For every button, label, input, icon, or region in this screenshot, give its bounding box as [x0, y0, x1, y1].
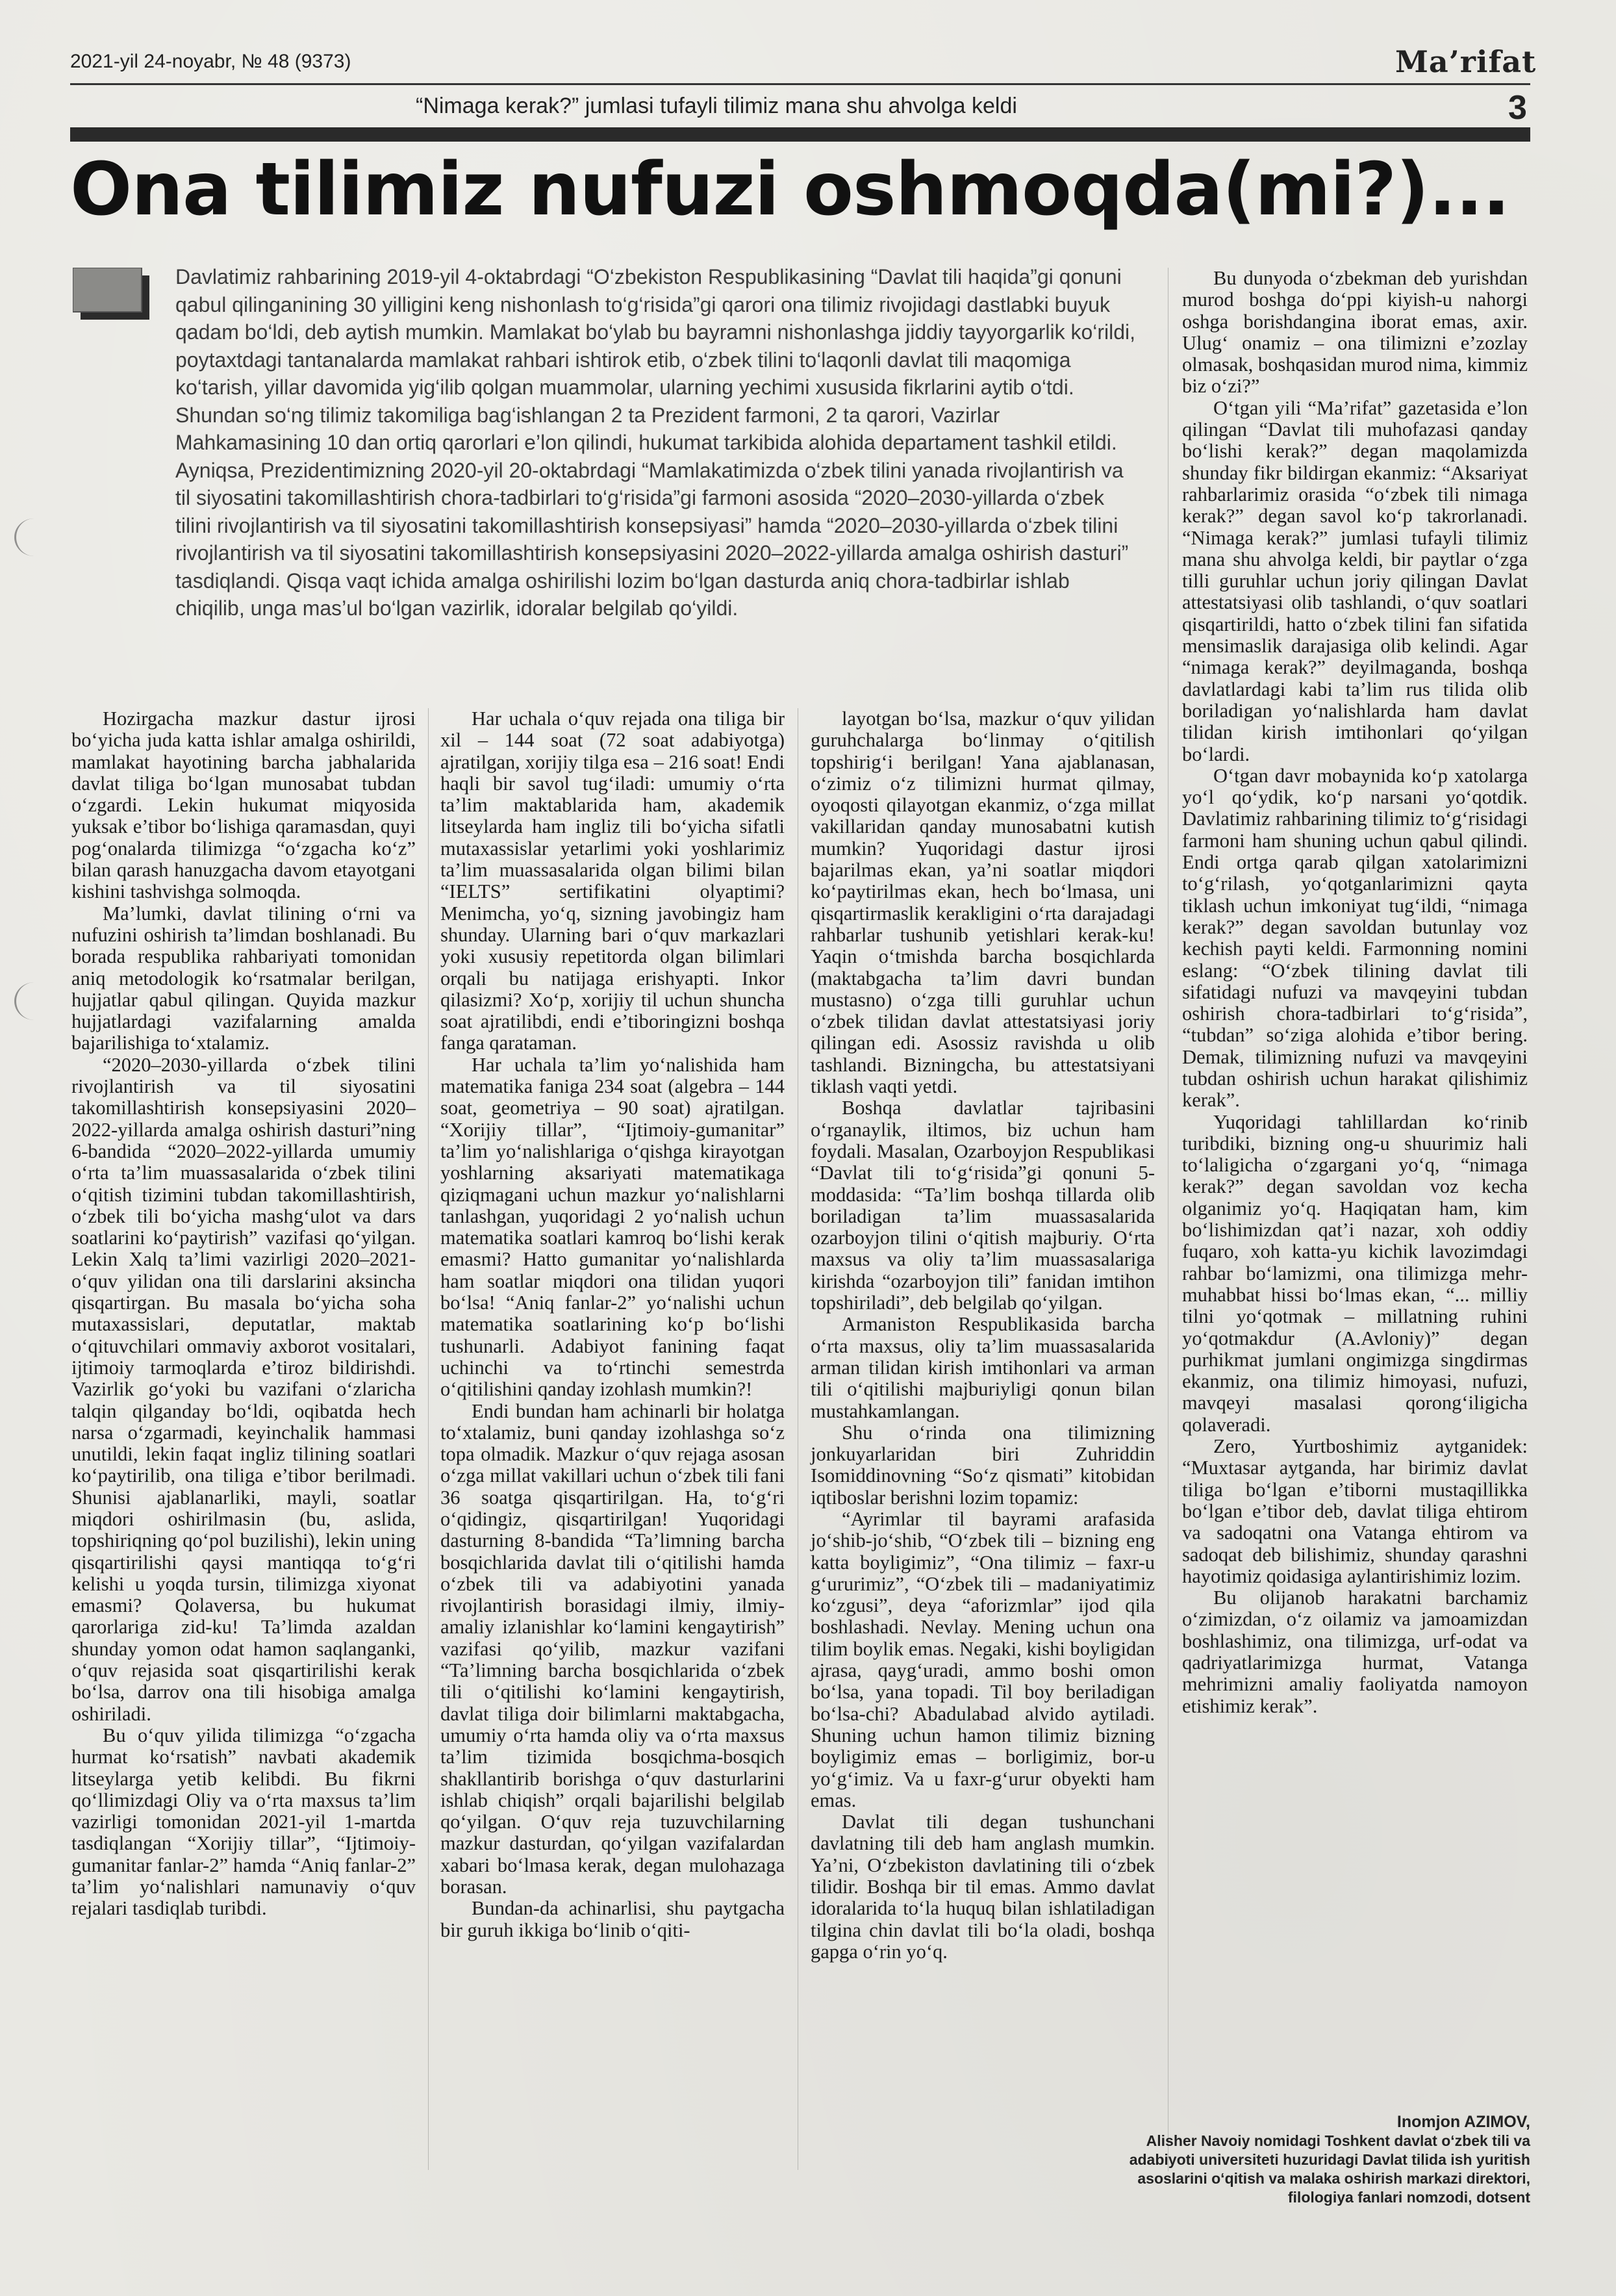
author-affiliation: Alisher Navoiy nomidagi Toshkent davlat o‘zbek tili va adabiyoti universiteti huzuridagi Davlat tilida ish yuritish asoslarini o‘qitish va malaka oshirish markazi direktori, filologiya fanlari nomzodi, dotsent: [1129, 2132, 1530, 2206]
section-marker-icon: [73, 268, 149, 320]
article-paragraph: Zero, Yurtboshimiz aytganidek: “Muxtasar aytganda, har birimiz davlat tiliga bo‘lgan e’tiborni mustaqillikka bo‘lgan e’tibor deb, davlat tiliga ehtirom va sadoqatni ona Vatanga ehtirom va sadoqat deb bilishimiz, shunday qarashni hayotimiz qoidasiga aylantirishimiz lozim.: [1182, 1435, 1528, 1587]
page-number: 3: [1508, 89, 1527, 127]
article-paragraph: O‘tgan davr mobaynida ko‘p xatolarga yo‘l qo‘ydik, ko‘p narsani yo‘qotdik. Davlatimiz rahbarining tilimiz to‘g‘risidagi farmoni ham shuning uchun qabul qilindi. Endi ortga qarab qilgan xatolarimizni to‘g‘rilash, yo‘qotganlarimizni qayta tiklash uchun imkoniyat tug‘ildi, “nimaga kerak?” degan savoldan butunlay voz kechish payti keldi. Farmonning nomini eslang: “O‘zbek tilining davlat tili sifatidagi nufuzi va mavqeyini tubdan oshirish chora-tadbirlari to‘g‘risida”, “tubdan” so‘ziga alohida e’tibor bering. Demak, tilimizning nufuzi va mavqeyini tubdan oshirish uchun harakat qilishimiz kerak”.: [1182, 764, 1528, 1112]
article-paragraph: Bu dunyoda o‘zbekman deb yurishdan murod boshga do‘ppi kiyish-u nahorgi oshga borishdangina iborat emas, axir. Ulug‘ onamiz – ona tilimizni e’zozlay olmasak, boshqasidan murod nima, kimmiz biz o‘zi?”: [1182, 267, 1528, 398]
article-column-4: [1182, 268, 1528, 1717]
author-signature: [1128, 2113, 1530, 2207]
article-paragraph: Shu o‘rinda ona tilimizning jonkuyarlaridan biri Zuhriddin Isomiddinovning “So‘z qismati” kitobidan iqtiboslar berishni lozim topamiz:: [811, 1421, 1155, 1509]
newspaper-logo: Ma’rifat: [1395, 44, 1537, 79]
article-paragraph: Hozirgacha mazkur dastur ijrosi bo‘yicha juda katta ishlar amalga oshirildi, mamlakat hayotining barcha jabhalarida davlat tiliga bo‘lgan munosabat tubdan o‘zgardi. Lekin hukumat miqyosida yuksak e’tibor bo‘lishiga qaramasdan, quyi pog‘onalarda tilimizga “o‘zgacha ko‘z” bilan qarash hanuzgacha davom etayotgani kishini tashvishga solmoqda.: [71, 708, 416, 903]
article-paragraph: Ma’lumki, davlat tilining o‘rni va nufuzini oshirish ta’limdan boshlanadi. Bu borada respublika rahbariyati tomonidan aniq metodologik ko‘rsatmalar berilgan, hujjatlar qabul qilingan. Quyida mazkur hujjatlardagi vazifalarning amalda bajarilishiga to‘xtalamiz.: [71, 902, 416, 1054]
article-paragraph: “2020–2030-yillarda o‘zbek tilini rivojlantirish va til siyosatini takomillashtirish konsepsiyasini 2020–2022-yillarda amalga oshirish dasturi”ning 6-bandida “2020–2022-yillarda umumiy o‘rta ta’lim muassasalarida o‘zbek tilini o‘qitish tizimini tubdan takomillashtirish, o‘zbek tili bo‘yicha mashg‘ulot va dars soatlarini ko‘paytirish” vazifasi qo‘yilgan. Lekin Xalq ta’limi vazirligi 2020–2021-o‘quv yilidan ona tili darslarini aksincha qisqartirgan. Bu masala bo‘yicha soha mutaxassislari, deputatlar, maktab o‘qituvchilari ommaviy axborot vositalari, ijtimoiy tarmoqlarda e’tiroz bildirishdi. Vazirlik go‘yoki bu vazifani o‘zlaricha talqin qilganday bo‘ldi, oqibatda hech narsa o‘zgarmadi, keyinchalik hammasi unutildi, lekin faqat ingliz tilining soatlari ko‘paytirilib, ona tiliga e’tibor berilmadi. Shunisi ajablanarliki, mayli, soatlar miqdori oshirilmasin (bu, aslida, topshiriqning qo‘pol buzilishi), lekin uning qisqartirilishi qaysi mantiqqa to‘g‘ri kelishi u yoqda tursin, tilimizga xiyonat emasmi? Qolaversa, bu hukumat qarorlariga zid-ku! Ta’limda azaldan shunday yomon odat hamon saqlanganki, o‘quv rejasida soat qisqartirilishi kerak bo‘lsa, darrov ona tili hisobiga amalga oshiriladi.: [71, 1053, 416, 1725]
column-divider: [428, 708, 429, 2170]
article-paragraph: layotgan bo‘lsa, mazkur o‘quv yilidan guruhchalarga bo‘linmay o‘qitilish topshirig‘i berilgan! Yana ajablanasan, o‘zimiz o‘z tilimizni hurmat qilmay, oyoqosti qilayotgan ekanmiz, o‘zga millat vakillaridan qanday munosabatni kutish mumkin? Yuqoridagi dastur ijrosi bajarilmas ekan, ya’ni soatlar miqdori ko‘paytirilmas ekan, hech bo‘lmasa, uni qisqartirmaslik kerakligini o‘rta darajadagi rahbarlar tushunib yetishlari kerak-ku! Yaqin o‘tmishda barcha bosqichlarda (maktabgacha ta’lim davri bundan mustasno) o‘zga tilli guruhlar uchun o‘zbek tilidan davlat attestatsiyasi joriy qilingan edi. Asossiz ravishda u olib tashlandi. Bizningcha, bu attestatsiyani tiklash vaqti yetdi.: [811, 708, 1155, 1098]
article-column-2: [440, 708, 785, 1941]
issue-info: 2021-yil 24-noyabr, № 48 (9373): [70, 51, 351, 72]
article-paragraph: Har uchala o‘quv rejada ona tiliga bir xil – 144 soat (72 soat adabiyotga) ajratilgan, xorijiy tilga esa – 216 soat! Endi haqli bir savol tug‘iladi: umumiy o‘rta ta’lim maktablarida ham, akademik litseylarda ham ingliz tili bo‘yicha sifatli mutaxassislar yetarlimi yoki yoshlarimiz ta’lim muassasalarida olgan bilimi bilan “IELTS” sertifikatini olyaptimi? Menimcha, yo‘q, sizning javobingiz ham shunday. Ularning bari o‘quv markazlari yoki xususiy repetitorda olgan bilimlari orqali bu natijaga erishyapti. Inkor qilasizmi? Xo‘p, xorijiy til uchun shuncha soat ajratilibdi, endi e’tiboringizni boshqa fanga qarataman.: [440, 708, 785, 1054]
article-paragraph: Armaniston Respublikasida barcha o‘rta maxsus, oliy ta’lim muassasalarida arman tilidan kirish imtihonlari va arman tili o‘qitilishi majburiyligi qonun bilan mustahkamlangan.: [811, 1313, 1155, 1422]
article-paragraph: Endi bundan ham achinarli bir holatga to‘xtalamiz, buni qanday izohlashga so‘z topa olmadik. Mazkur o‘quv rejaga asosan o‘zga millat vakillari uchun o‘zbek tili fani 36 soatga qisqartirilgan. Ha, to‘g‘ri o‘qidingiz, qisqartirilgan! Yuqoridagi dasturning 8-bandida “Ta’limning barcha bosqichlarida davlat tili o‘qitilishi hamda o‘zbek tili va adabiyotini yanada rivojlantirish borasidagi ilmiy, ilmiy-amaliy izlanishlar ko‘lamini kengaytirish” vazifasi qo‘yilib, mazkur vazifani “Ta’limning barcha bosqichlarida o‘zbek tili o‘qitilishi ko‘lamini kengaytirish, davlat tiliga doir bilimlarni maktabgacha, umumiy o‘rta hamda oliy va o‘rta maxsus ta’lim tizimida bosqichma-bosqich shakllantirib borishga o‘quv dasturlarini ishlab chiqish” orqali bajarilishi belgilab qo‘yilgan. O‘quv reja tuzuvchilarning mazkur dasturdan, qo‘yilgan vazifalardan xabari bo‘lmasa kerak, degan mulohazaga borasan.: [440, 1399, 785, 1898]
article-column-3: [811, 708, 1155, 1963]
article-paragraph: Yuqoridagi tahlillardan ko‘rinib turibdiki, bizning ong-u shuurimiz hali to‘laligicha o‘zgargani yo‘q, “nimaga kerak?” degan savoldan voz kecha olganimiz yo‘q. Haqiqatan ham, kim bo‘lishimizdan qat’i nazar, xoh oddiy fuqaro, xoh katta-yu kichik lavozimdagi rahbar bo‘lamizmi, ona tilimizga mehr-muhabbat hissi bo‘lmas ekan, “... milliy tilni yo‘qotmak – millatning ruhini yo‘qotmakdur (A.Avloniy)” degan purhikmat jumlani ongimizga singdirmas ekanmiz, ona tilimiz himoyasi, nufuzi, mavqeyi masalasi qorong‘iligicha qolaveradi.: [1182, 1110, 1528, 1436]
article-paragraph: Bu olijanob harakatni barchamiz o‘zimizdan, o‘z oilamiz va jamoamizdan boshlashimiz, ona tilimizga, urf-odat va qadriyatlarimizga hurmat, Vatanga mehrimizni amaliy faoliyatda namoyon etishimiz kerak”.: [1182, 1587, 1528, 1717]
article-paragraph: Boshqa davlatlar tajribasini o‘rganaylik, iltimos, biz uchun ham foydali. Masalan, Ozarboyjon Respublikasi “Davlat tili to‘g‘risida”gi qonuni 5-moddasida: “Ta’lim boshqa tillarda olib boriladigan ta’lim muassasalarida ozarboyjon tilini o‘qitish majburiy. O‘rta maxsus va oliy ta’lim muassasalariga kirishda “ozarboyjon tili” fanidan imtihon topshiriladi”, deb belgilab qo‘yilgan.: [811, 1097, 1155, 1314]
headline-bar: [70, 127, 1530, 142]
headline: Ona tilimiz nufuzi oshmoqda(mi?)...: [70, 147, 1509, 232]
punch-hole: [14, 982, 54, 1020]
header-divider: [70, 83, 1530, 85]
article-column-1: [71, 708, 416, 1920]
punch-hole: [14, 518, 54, 556]
article-paragraph: O‘tgan yili “Ma’rifat” gazetasida e’lon qilingan “Davlat tili muhofazasi qanday bo‘lishi kerak?” degan maqolamizda shunday fikr bildirgan ekanmiz: “Aksariyat rahbarlarimiz orasida “o‘zbek tili nimaga kerak?” degan savol ko‘p takrorlanadi. “Nimaga kerak?” jumlasi tufayli tilimiz mana shu ahvolga keldi, bir paytlar o‘zga tilli guruhlar uchun joriy qilingan Davlat attestatsiyasi olib tashlandi, o‘quv soatlari qisqartirildi, hatto o‘zbek tilini fan sifatida mensimaslik darajasiga olib kelindi. Agar “nimaga kerak?” deyilmaganda, boshqa davlatlardagi kabi ta’lim rus tilida olib boriladigan yo‘nalishlarda ham davlat tilidan kirish imtihonlari qo‘yilgan bo‘lardi.: [1182, 396, 1528, 765]
header-tagline: “Nimaga kerak?” jumlasi tufayli tilimiz mana shu ahvolga keldi: [416, 94, 1017, 118]
article-lead: [175, 263, 1137, 622]
author-name: Inomjon AZIMOV,: [1396, 2113, 1530, 2131]
article-paragraph: Bundan-da achinarlisi, shu paytgacha bir guruh ikkiga bo‘linib o‘qiti-: [440, 1897, 785, 1941]
article-paragraph: Davlat tili degan tushunchani davlatning tili deb ham anglash mumkin. Ya’ni, O‘zbekiston davlatining tili o‘zbek tilidir. Boshqa bir til emas. Ammo davlat idoralarida to‘la huquq bilan ishlatiladigan tilgina chin davlat tili bo‘la oladi, boshqa gapga o‘rin yo‘q.: [811, 1811, 1155, 1963]
article-paragraph: Har uchala ta’lim yo‘nalishida ham matematika faniga 234 soat (algebra – 144 soat, geometriya – 90 soat) ajratilgan. “Xorijiy tillar”, “Ijtimoiy-gumanitar” ta’lim yo‘nalishlariga o‘qishga kirayotgan yoshlarning aksariyati matematikaga qiziqmagani uchun mazkur yo‘nalishlarni tanlashgan, yuqoridagi 2 yo‘nalish uchun matematika soatlari kamroq bo‘lishi kerak emasmi? Hatto gumanitar yo‘nalishlarda ham soatlar miqdori ona tilidan yuqori bo‘lsa! “Aniq fanlar-2” yo‘nalishi uchun matematika soatlarining ko‘p bo‘lishi tushunarli. Adabiyot fanining faqat uchinchi va to‘rtinchi semestrda o‘qitilishini qanday izohlash mumkin?!: [440, 1053, 785, 1401]
article-paragraph: “Ayrimlar til bayrami arafasida jo‘shib-jo‘shib, “O‘zbek tili – bizning eng katta boyligimiz”, “Ona tilimiz – faxr-u g‘ururimiz”, “O‘zbek tili – madaniyatimiz ko‘zgusi”, deya “aforizmlar” ijod qila boshlashadi. Nevlay. Mening uchun ona tilim boylik emas. Negaki, kishi boyligidan ajrasa, qayg‘uradi, ammo boshi omon bo‘lsa, yana topadi. Til boy beriladigan bo‘lsa-chi? Abadulabad alvido aytiladi. Shuning uchun hamon tilimiz bizning boyligimiz emas – borligimiz, bor-u yo‘g‘imiz. Va u faxr-g‘urur obyekti ham emas.: [811, 1507, 1155, 1811]
lead-paragraph: Davlatimiz rahbarining 2019-yil 4-oktabrdagi “O‘zbekiston Respublikasining “Davlat tili haqida”gi qonuni qabul qilinganining 30 yilligini keng nishonlash to‘g‘risida”gi qarori ona tilimiz rivojidagi dastlabki buyuk qadam bo‘ldi, deb aytish mumkin. Mamlakat bo‘ylab bu bayramni nishonlashga jiddiy tayyorgarlik ko‘rildi, poytaxtdagi tantanalarda mamlakat rahbari ishtirok etib, o‘zbek tilini to‘laqonli davlat tili maqomiga ko‘tarish, yillar davomida yig‘ilib qolgan muammolar, ularning yechimi xususida fikrlarini aytib o‘tdi. Shundan so‘ng tilimiz takomiliga bag‘ishlangan 2 ta Prezident farmoni, 2 ta qarori, Vazirlar Mahkamasining 10 dan ortiq qarorlari e’lon qilindi, hukumat tarkibida alohida departament tashkil etildi. Ayniqsa, Prezidentimizning 2020-yil 20-oktabrdagi “Mamlakatimizda o‘zbek tilini yanada rivojlantirish va til siyosatini takomillashtirish chora-tadbirlari to‘g‘risida”gi farmoni asosida “2020–2030-yillarda o‘zbek tilini rivojlantirish va til siyosatini takomillashtirish konsepsiyasi” hamda “2020–2030-yillarda o‘zbek tilini rivojlantirish va til siyosatini takomillashtirish konsepsiyasini 2020–2022-yillarda amalga oshirish dasturi” tasdiqlandi. Qisqa vaqt ichida amalga oshirilishi lozim bo‘lgan dasturda aniq chora-tadbirlar ishlab chiqilib, unga mas’ul bo‘lgan vazirlik, idoralar belgilab qo‘yildi.: [175, 265, 1136, 620]
article-paragraph: Bu o‘quv yilida tilimizga “o‘zgacha hurmat ko‘rsatish” navbati akademik litseylarga yetib kelibdi. Bu fikrni qo‘llimizdagi Oliy va o‘rta maxsus ta’lim vazirligi tomonidan 2021-yil 1-martda tasdiqlangan “Xorijiy tillar”, “Ijtimoiy-gumanitar fanlar-2” hamda “Aniq fanlar-2” ta’lim yo‘nalishlari namunaviy o‘quv rejalari tasdiqlab turibdi.: [71, 1724, 416, 1920]
